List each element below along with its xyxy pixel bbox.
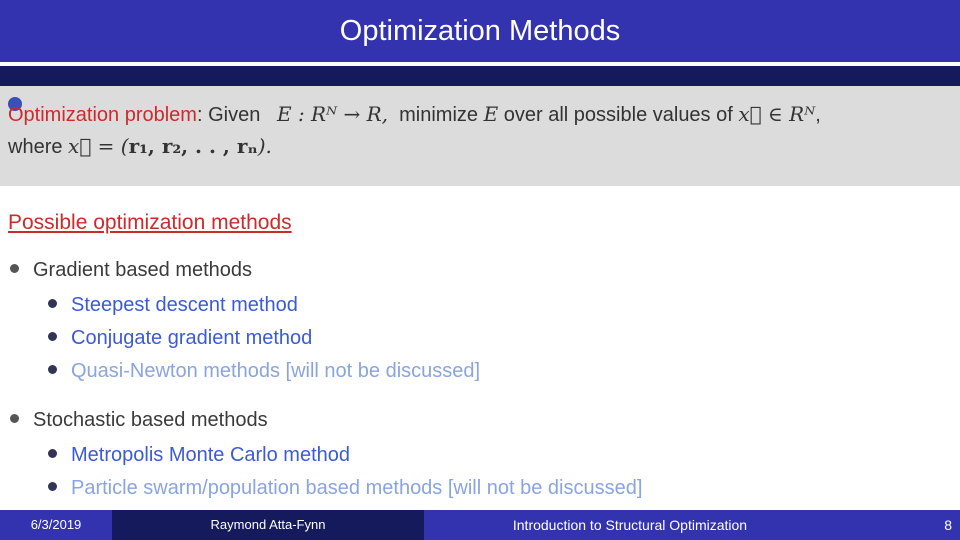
definition-line-1 [8,102,821,127]
definition-x-in: x⃗ ∈ Rᴺ [738,102,816,126]
definition-r-list: r₁, r₂, . . , rₙ [128,134,258,158]
list-item-label: Particle swarm/population based methods [will not be discussed] [71,477,643,499]
header-band [0,66,960,86]
definition-label: Optimization problem [8,104,197,126]
bullet-dot-icon [48,449,57,458]
list-item-label: Quasi-Newton methods [will not be discussed] [71,360,481,382]
list-item-quasi-newton [48,360,480,383]
definition-line-2 [8,134,272,159]
definition-over: over all possible values of [503,104,733,126]
definition-x-def: x⃗ = ( [68,134,129,158]
list-item-label: Metropolis Monte Carlo method [71,444,351,466]
definition-close: ). [257,134,272,158]
definition-given: : Given [196,104,261,126]
definition-where: where [8,136,63,158]
list-item-steepest-descent [48,294,298,317]
list-item-label: Gradient based methods [33,259,253,281]
list-item-metropolis [48,444,350,467]
list-item-particle-swarm [48,477,642,500]
footer-course-title: Introduction to Structural Optimization [424,510,836,540]
page-number: 8 [944,517,952,533]
bullet-dot-icon [48,365,57,374]
footer-date: 6/3/2019 [0,510,112,540]
section-heading: Possible optimization methods [8,211,292,234]
bullet-dot-icon [48,482,57,491]
list-item-stochastic [10,409,268,432]
definition-minimize: minimize [399,104,479,126]
bullet-dot-icon [48,332,57,341]
list-item-conjugate-gradient [48,327,312,350]
list-item-label: Stochastic based methods [33,409,268,431]
definition-comma: , [815,104,821,126]
slide-title: Optimization Methods [0,0,960,62]
footer-page-number [836,510,960,540]
definition-energy: E [483,102,499,126]
definition-map: E : Rᴺ → R, [277,102,389,126]
bullet-dot-icon [10,264,19,273]
bullet-dot-icon [48,299,57,308]
list-item-gradient [10,259,252,282]
list-item-label: Conjugate gradient method [71,327,313,349]
footer-author: Raymond Atta-Fynn [112,510,424,540]
bullet-dot-icon [10,414,19,423]
list-item-label: Steepest descent method [71,294,298,316]
